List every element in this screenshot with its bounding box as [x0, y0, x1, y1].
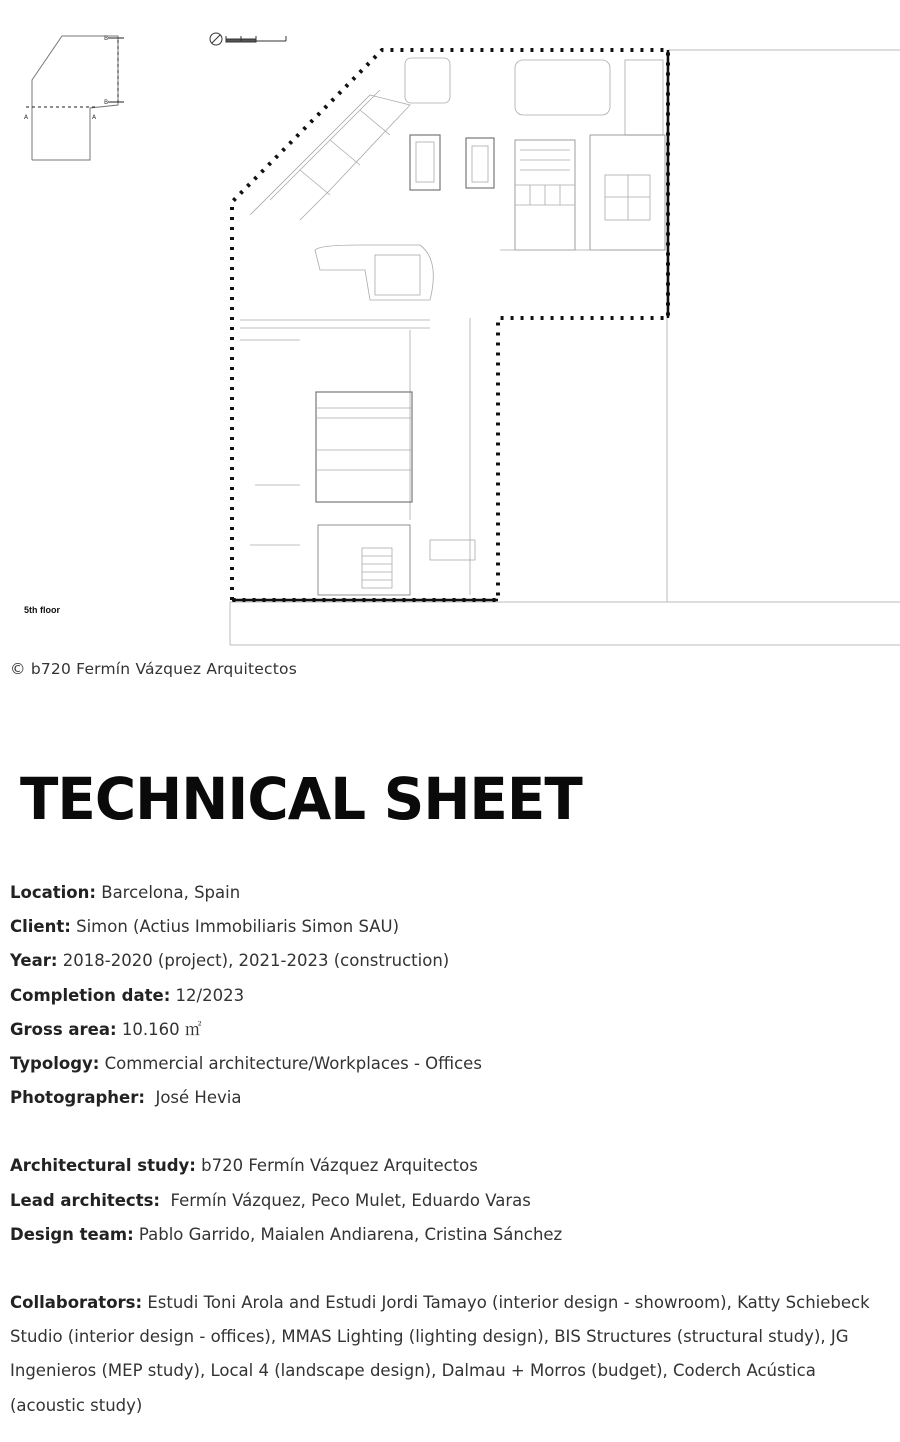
svg-text:B: B [104, 99, 109, 106]
spec-gross-area [10, 1013, 880, 1047]
spec-value: 12/2023 [175, 985, 245, 1005]
spec-value: 10.160 ㎡ [121, 1019, 202, 1039]
spec-label: Photographer: [10, 1088, 145, 1108]
technical-sheet-title: TECHNICAL SHEET [20, 765, 582, 833]
spec-value: Pablo Garrido, Maialen Andiarena, Cristina Sánchez [138, 1224, 563, 1244]
spec-value: Fermín Vázquez, Peco Mulet, Eduardo Varas [165, 1190, 531, 1210]
interior-layout [240, 58, 665, 595]
svg-text:A: A [24, 114, 29, 121]
technical-sheet-specs [10, 876, 880, 1423]
spec-client [10, 910, 880, 944]
spec-value: b720 Fermín Vázquez Arquitectos [201, 1156, 478, 1176]
spec-design-team [10, 1218, 880, 1252]
spec-label: Design team: [10, 1224, 134, 1244]
image-credit: © b720 Fermín Vázquez Arquitectos [10, 660, 297, 678]
spec-label: Client: [10, 917, 71, 937]
spec-value: Simon (Actius Immobiliaris Simon SAU) [76, 917, 400, 937]
svg-text:A: A [92, 114, 97, 121]
spec-value: José Hevia [150, 1088, 242, 1108]
spec-label: Architectural study: [10, 1156, 196, 1176]
spec-year [10, 944, 880, 978]
spec-label: Completion date: [10, 985, 171, 1005]
spacer [10, 1115, 880, 1149]
floor-plan-drawing [0, 0, 900, 650]
scale-bar [226, 36, 286, 42]
spec-value: Estudi Toni Arola and Estudi Jordi Tamayo (interior design - showroom), Katty Schiebeck Studio (interior design - offices), MMAS Lighting (lighting design), BIS Structures (structural study), JG Ingenieros (MEP study), Local 4 (landscape design), Dalmau + Morros (budget), Coderch Acústica (acoustic study) [10, 1293, 870, 1415]
key-plan [24, 35, 124, 160]
spec-value: 2018-2020 (project), 2021-2023 (construction) [62, 951, 450, 971]
building-outline [232, 50, 668, 600]
spec-architectural-study [10, 1149, 880, 1183]
spec-location [10, 876, 880, 910]
spec-value: Commercial architecture/Workplaces - Offices [104, 1054, 482, 1074]
north-arrow-icon [210, 33, 222, 45]
floor-label: 5th floor [24, 605, 60, 615]
spec-label: Year: [10, 951, 58, 971]
spacer [10, 1252, 880, 1286]
floor-plan-figure [0, 0, 900, 650]
spec-typology [10, 1047, 880, 1081]
spec-photographer [10, 1081, 880, 1115]
spec-value: Barcelona, Spain [101, 883, 241, 902]
spec-lead-architects [10, 1184, 880, 1218]
spec-label: Lead architects: [10, 1190, 161, 1210]
svg-text:B: B [104, 35, 109, 42]
spec-label: Collaborators: [10, 1293, 143, 1313]
spec-label: Gross area: [10, 1019, 117, 1039]
spec-label: Location: [10, 883, 96, 902]
spec-completion-date [10, 979, 880, 1013]
spec-label: Typology: [10, 1054, 100, 1074]
spec-collaborators [10, 1286, 880, 1423]
